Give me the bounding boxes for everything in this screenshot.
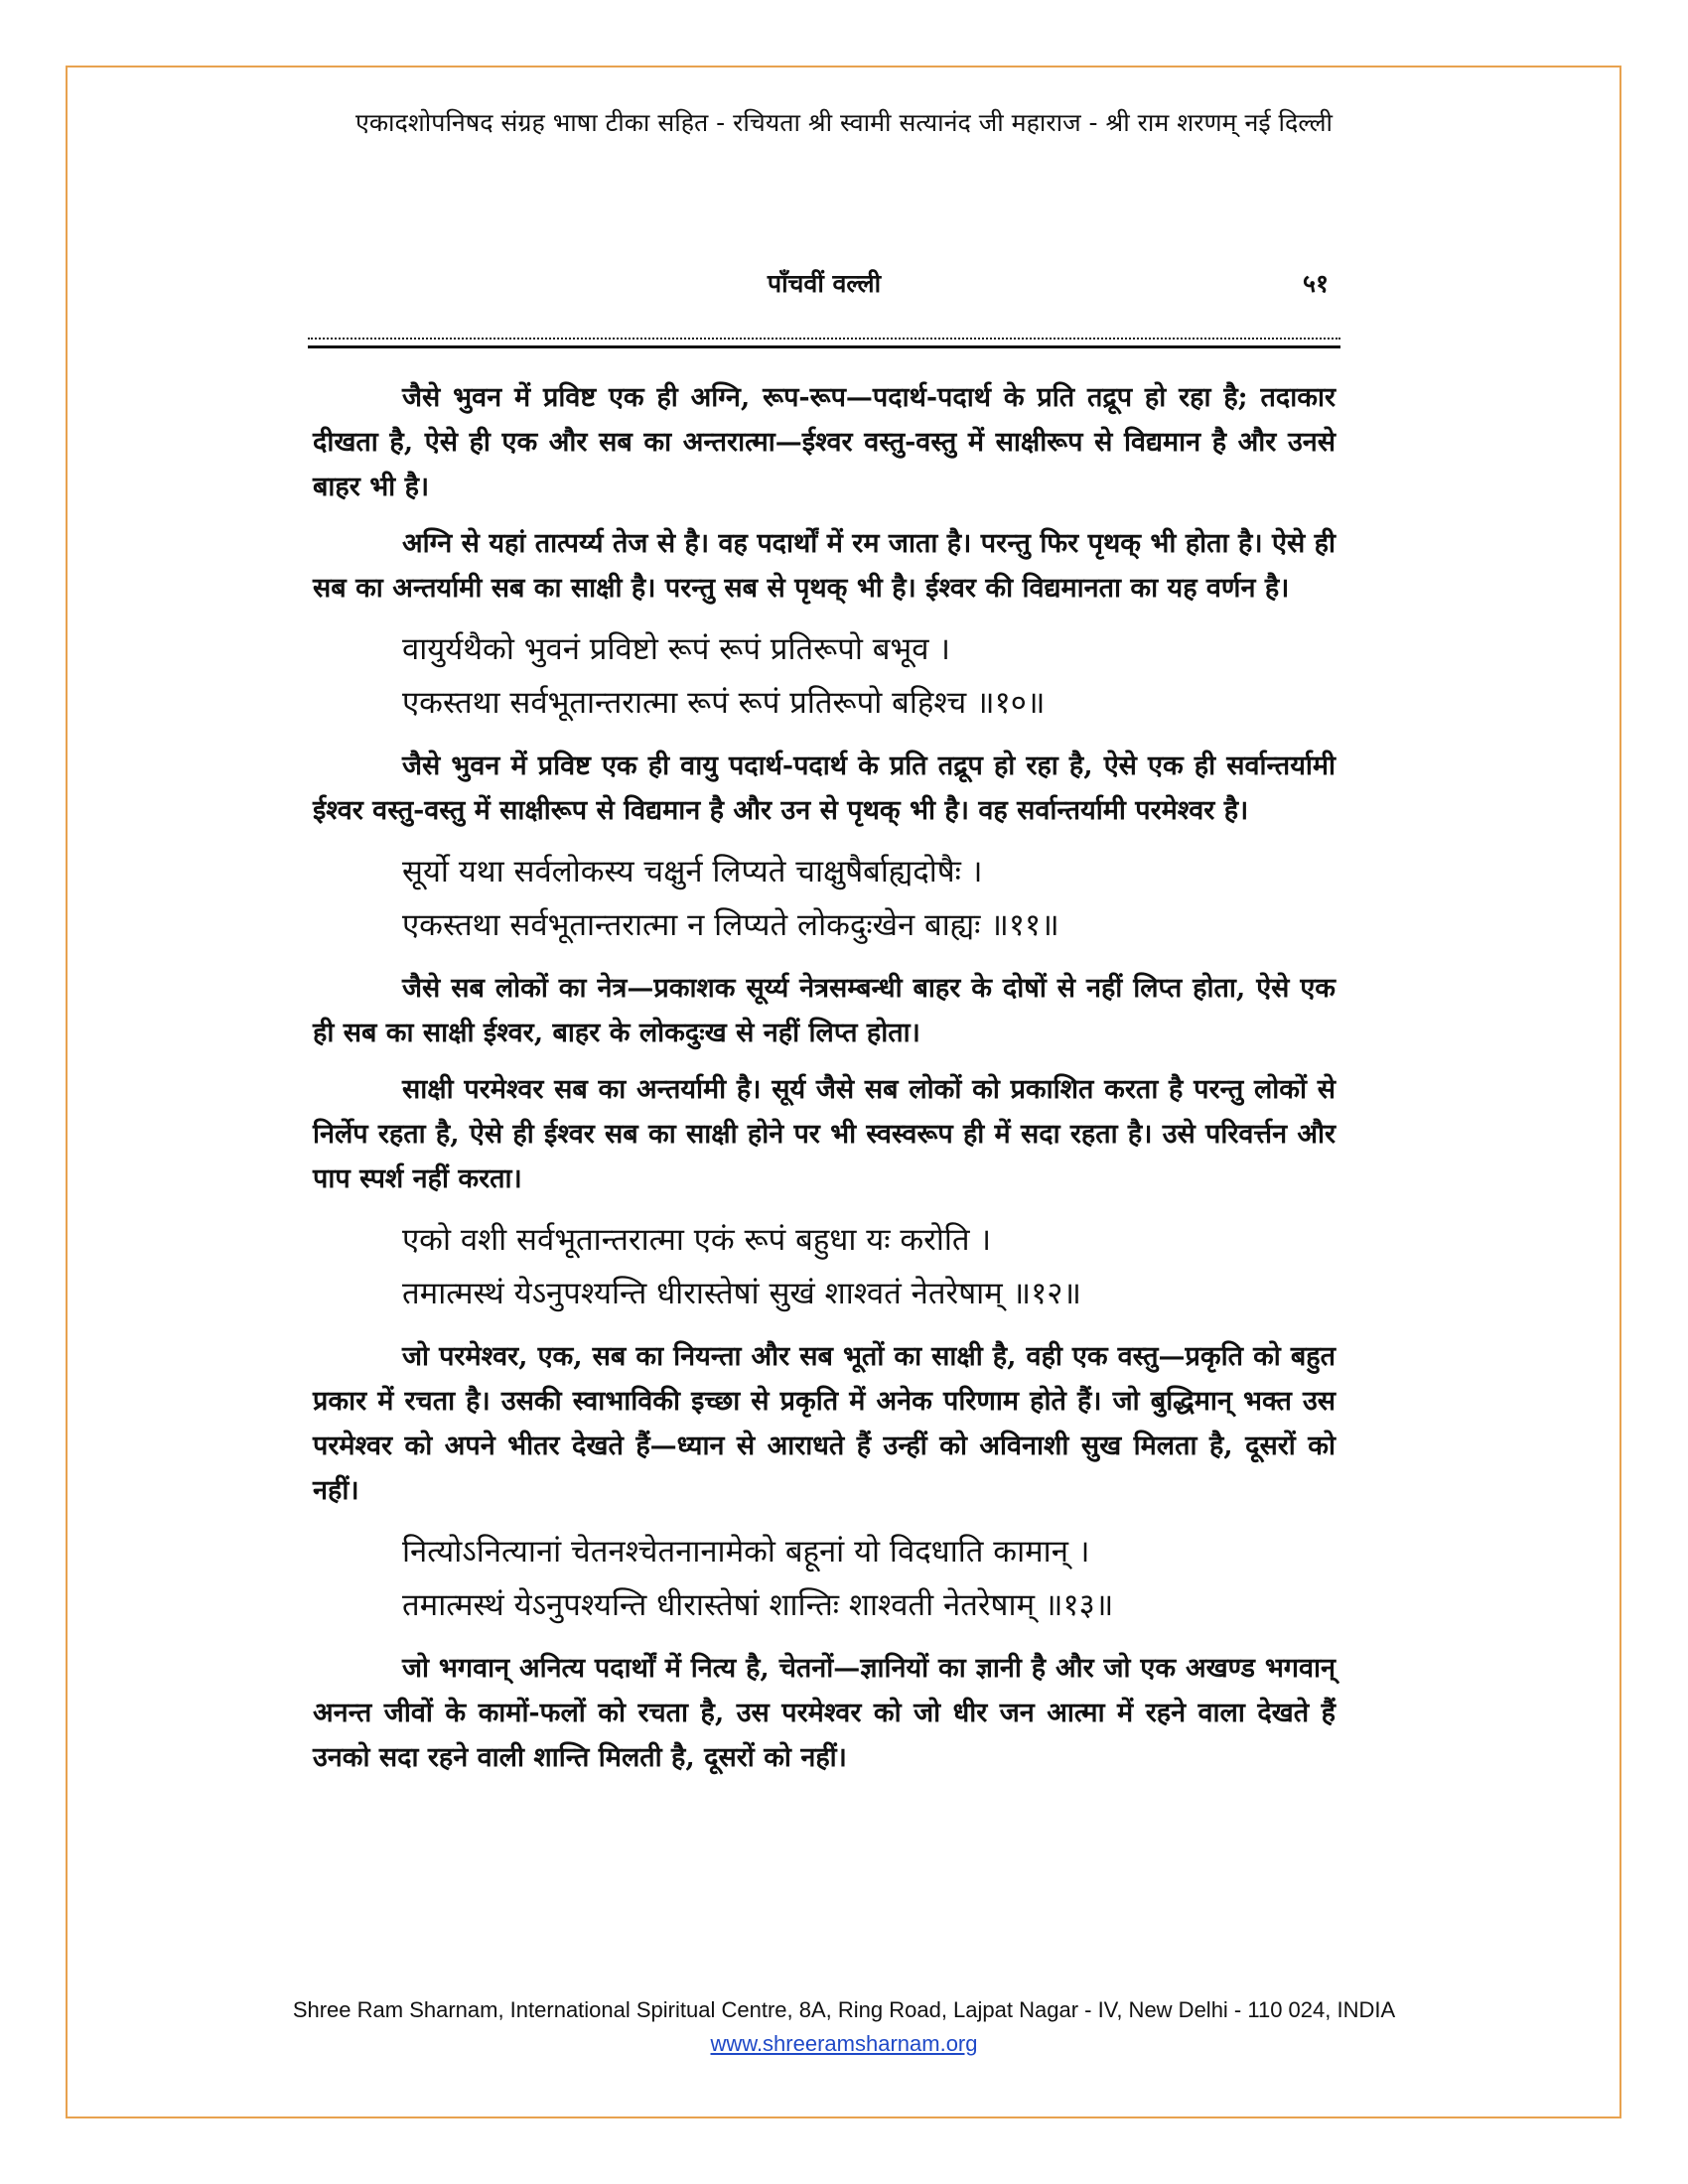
solid-rule bbox=[308, 345, 1340, 348]
page-heading bbox=[298, 266, 1350, 306]
verse-10 bbox=[402, 622, 1336, 730]
paragraph-1: जैसे भुवन में प्रविष्ट एक ही अग्नि, रूप-रूप—पदार्थ-पदार्थ के प्रति तद्रूप हो रहा है; तदाकार दीखता है, ऐसे ही एक और सब का अन्तरात्मा—ईश्वर वस्तु-वस्तु में साक्षीरूप से विद्यमान है और उनसे बाहर भी है। bbox=[313, 382, 1336, 502]
scanned-page bbox=[298, 248, 1350, 1936]
verse-12 bbox=[402, 1213, 1336, 1320]
paragraph-2: अग्नि से यहां तात्पर्य्य तेज से है। वह पदार्थों में रम जाता है। परन्तु फिर पृथक् भी होता है। ऐसे ही सब का अन्तर्यामी सब का साक्षी है। परन्तु सब से पृथक् भी है। ईश्वर की विद्यमानता का यह वर्णन है। bbox=[313, 528, 1336, 604]
verse-10-line-2: एकस्तथा सर्वभूतान्तरात्मा रूपं रूपं प्रतिरूपो बहिश्च ॥१०॥ bbox=[402, 685, 1046, 721]
paragraph-4: जैसे सब लोकों का नेत्र—प्रकाशक सूर्य्य नेत्रसम्बन्धी बाहर के दोषों से नहीं लिप्त होता, ऐसे एक ही सब का साक्षी ईश्वर, बाहर के लोकदुःख से नहीं लिप्त होता। bbox=[313, 973, 1336, 1048]
website-link[interactable]: www.shreeramsharnam.org bbox=[710, 2031, 978, 2056]
verse-11-line-1: सूर्यो यथा सर्वलोकस्य चक्षुर्न लिप्यते चाक्षुषैर्बाह्यदोषैः । bbox=[402, 854, 983, 889]
verse-12-line-1: एको वशी सर्वभूतान्तरात्मा एकं रूपं बहुधा यः करोति । bbox=[402, 1222, 992, 1258]
document-header: एकादशोपनिषद संग्रह भाषा टीका सहित - रचियता श्री स्वामी सत्यानंद जी महाराज - श्री राम शरणम् नई दिल्ली bbox=[355, 108, 1333, 137]
paragraph-7: जो भगवान् अनित्य पदार्थों में नित्य है, चेतनों—ज्ञानियों का ज्ञानी है और जो एक अखण्ड भगवान् अनन्त जीवों के कामों-फलों को रचता है, उस परमेश्वर को जो धीर जन आत्मा में रहने वाला देखते हैं उनको सदा रहने वाली शान्ति मिलती है, दूसरों को नहीं। bbox=[313, 1653, 1336, 1773]
page-body bbox=[313, 375, 1336, 1792]
paragraph-6: जो परमेश्वर, एक, सब का नियन्ता और सब भूतों का साक्षी है, वही एक वस्तु—प्रकृति को बहुत प्रकार में रचता है। उसकी स्वाभाविकी इच्छा से प्रकृति में अनेक परिणाम होते हैं। जो बुद्धिमान् भक्त उस परमेश्वर को अपने भीतर देखते हैं—ध्यान से आराधते हैं उन्हीं को अविनाशी सुख मिलता है, दूसरों को नहीं। bbox=[313, 1341, 1336, 1506]
paragraph-5: साक्षी परमेश्वर सब का अन्तर्यामी है। सूर्य जैसे सब लोकों को प्रकाशित करता है परन्तु लोकों से निर्लेप रहता है, ऐसे ही ईश्वर सब का साक्षी होने पर भी स्वस्वरूप ही में सदा रहता है। उसे परिवर्त्तन और पाप स्पर्श नहीं करता। bbox=[313, 1074, 1336, 1194]
verse-13-line-2: तमात्मस्थं येऽनुपश्यन्ति धीरास्तेषां शान्तिः शाश्वती नेतरेषाम् ॥१३॥ bbox=[402, 1587, 1114, 1623]
page-number: ५१ bbox=[1302, 269, 1329, 298]
footer-website bbox=[0, 2031, 1688, 2057]
footer-address: Shree Ram Sharnam, International Spiritual Centre, 8A, Ring Road, Lajpat Nagar - IV, New Delhi - 110 024, INDIA bbox=[292, 1997, 1396, 2022]
verse-11-line-2: एकस्तथा सर्वभूतान्तरात्मा न लिप्यते लोकदुःखेन बाह्यः ॥११॥ bbox=[402, 907, 1059, 943]
header-rule bbox=[308, 338, 1340, 348]
dotted-rule bbox=[308, 338, 1340, 340]
verse-12-line-2: तमात्मस्थं येऽनुपश्यन्ति धीरास्तेषां सुखं शाश्वतं नेतरेषाम् ॥१२॥ bbox=[402, 1276, 1081, 1311]
paragraph-3: जैसे भुवन में प्रविष्ट एक ही वायु पदार्थ-पदार्थ के प्रति तद्रूप हो रहा है, ऐसे एक ही सर्वान्तर्यामी ईश्वर वस्तु-वस्तु में साक्षीरूप से विद्यमान है और उन से पृथक् भी है। वह सर्वान्तर्यामी परमेश्वर है। bbox=[313, 751, 1336, 826]
section-title: पाँचवीं वल्ली bbox=[767, 269, 882, 298]
verse-10-line-1: वायुर्यथैको भुवनं प्रविष्टो रूपं रूपं प्रतिरूपो बभूव । bbox=[402, 631, 951, 667]
verse-13-line-1: नित्योऽनित्यानां चेतनश्चेतनानामेको बहूनां यो विदधाति कामान् । bbox=[402, 1534, 1090, 1570]
verse-13 bbox=[402, 1525, 1336, 1632]
verse-11 bbox=[402, 845, 1336, 952]
